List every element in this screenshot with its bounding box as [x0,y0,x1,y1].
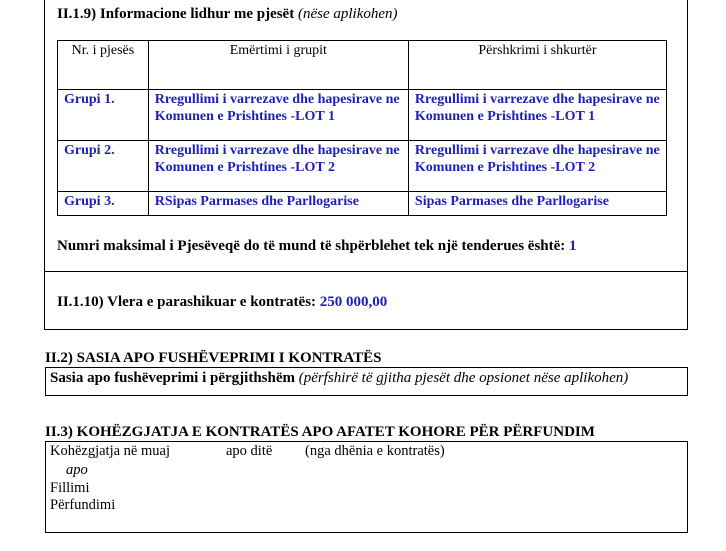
lot-name: Rregullimi i varrezave dhe hapesirave ne Komunen e Prishtines -LOT 1 [148,90,408,141]
table-row [58,141,667,192]
duration-from-award: (nga dhënia e kontratës) [305,443,445,459]
duration-days-label: apo ditë [226,443,273,459]
lot-description: Rregullimi i varrezave dhe hapesirave ne Komunen e Prishtines -LOT 2 [408,141,666,192]
lots-title-note: (nëse aplikohen) [297,6,398,22]
lot-name: Rregullimi i varrezave dhe hapesirave ne Komunen e Prishtines -LOT 2 [148,141,408,192]
lot-number: Grupi 2. [58,141,149,192]
lot-description: Sipas Parmases dhe Parllogarise [408,192,666,216]
duration-start-label: Fillimi [50,480,90,496]
quantity-label: Sasia apo fushëveprimi i përgjithshëm [50,370,296,386]
section-duration-title: II.3) KOHËZGJATJA E KONTRATËS APO AFATET KOHORE PËR PËRFUNDIM [45,424,595,440]
quantity-note: (përfshirë të gjitha pjesët dhe opsionet nëse aplikohen) [298,370,629,386]
estimated-value-line [57,294,387,311]
section-lots-title [57,6,398,23]
lot-name: RSipas Parmases dhe Parllogarise [148,192,408,216]
duration-months-label: Kohëzgjatja në muaj [50,443,170,459]
table-row [58,192,667,216]
lot-number: Grupi 3. [58,192,149,216]
max-lots-label: Numri maksimal i Pjesëveqë do të mund të shpërblehet tek një tenderues është: [57,238,566,254]
duration-or-label: apo [66,462,88,478]
table-row [58,90,667,141]
section-quantity-title: II.2) SASIA APO FUSHËVEPRIMI I KONTRATËS [45,350,382,366]
estimated-value-label: II.1.10) Vlera e parashikuar e kontratës: [57,294,317,310]
lots-table [57,40,667,216]
header-lot-number: Nr. i pjesës [58,41,149,90]
header-short-description: Përshkrimi i shkurtër [408,41,666,90]
lot-number: Grupi 1. [58,90,149,141]
max-lots-value: 1 [569,238,577,254]
max-lots-line [57,238,577,255]
lots-title-text: II.1.9) Informacione lidhur me pjesët [57,6,295,22]
duration-end-label: Përfundimi [50,497,116,513]
estimated-value: 250 000,00 [319,294,388,310]
section-divider [45,271,687,272]
header-group-name: Emërtimi i grupit [148,41,408,90]
table-header-row [58,41,667,90]
quantity-line [50,370,628,387]
lot-description: Rregullimi i varrezave dhe hapesirave ne Komunen e Prishtines -LOT 1 [408,90,666,141]
